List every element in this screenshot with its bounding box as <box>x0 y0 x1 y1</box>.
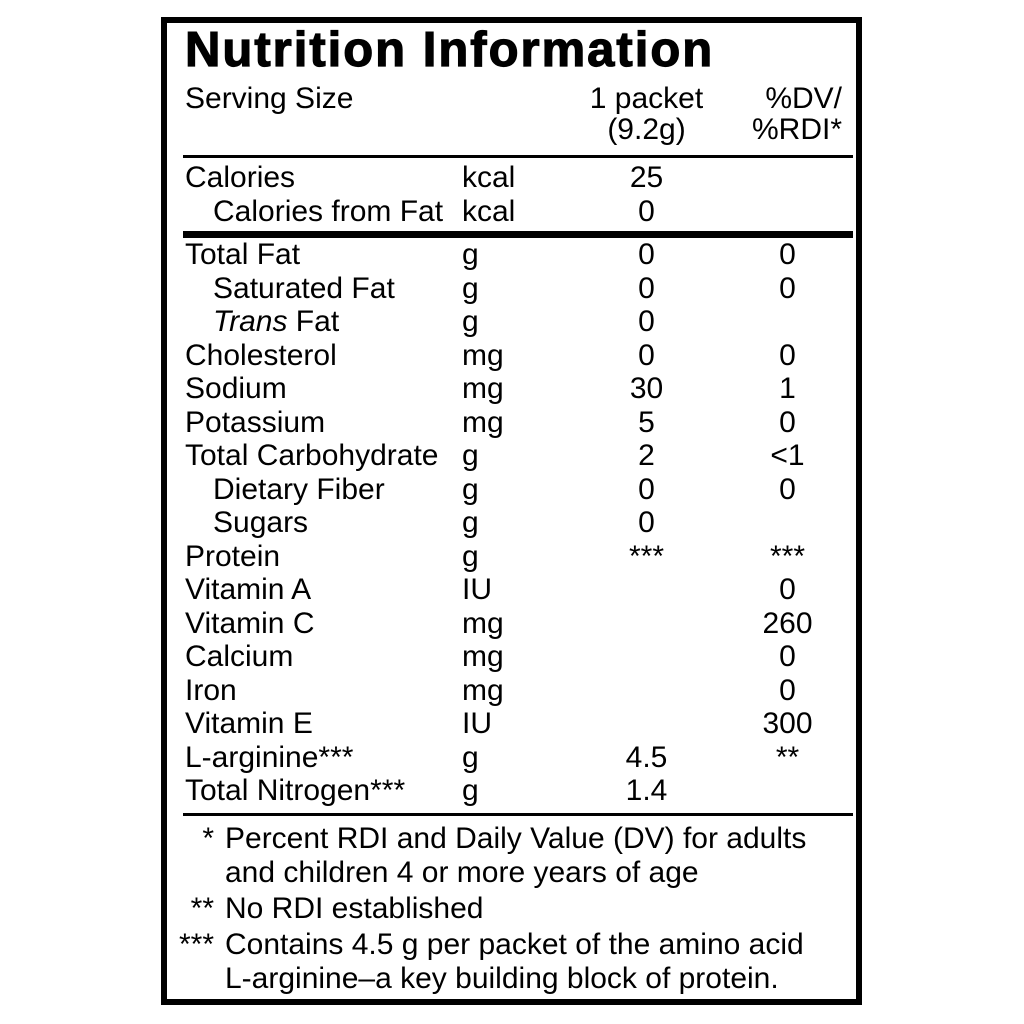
cell-dv <box>719 195 856 229</box>
cell-amount: 0 <box>638 472 655 506</box>
cell-dv: ** <box>775 740 800 774</box>
cell-amount <box>574 573 719 607</box>
cell-dv <box>719 161 856 195</box>
cell-dv: 300 <box>762 707 813 740</box>
footnote-l-arginine <box>167 928 856 996</box>
label-title: Nutrition Information <box>185 23 715 77</box>
cell-amount: 0 <box>638 305 655 338</box>
cell-label: Potassium <box>185 405 326 439</box>
cell-label: Sodium <box>185 372 287 405</box>
row-calcium <box>167 640 856 674</box>
footnote-marker: * <box>202 821 214 855</box>
divider-thick <box>183 231 853 238</box>
cell-unit: kcal <box>462 194 516 228</box>
cell-unit: IU <box>462 573 492 606</box>
cell-label: Total Carbohydrate <box>185 439 439 472</box>
row-total-fat <box>167 238 856 272</box>
divider-thin-top <box>183 155 853 158</box>
row-calories <box>167 161 856 195</box>
nutrition-label <box>161 17 862 1005</box>
cell-amount <box>574 674 719 708</box>
cell-dv: 260 <box>762 606 813 640</box>
row-vitamin-e <box>167 707 856 741</box>
cell-label: Dietary Fiber <box>213 472 385 506</box>
cell-amount: 2 <box>638 439 655 472</box>
serving-unit-spacer <box>462 83 574 145</box>
cell-unit: mg <box>462 673 504 707</box>
cell-unit: mg <box>462 372 504 405</box>
cell-dv: 0 <box>779 640 796 673</box>
cell-dv: 0 <box>779 673 796 707</box>
cell-label: Total Nitrogen*** <box>185 774 406 807</box>
row-calories-from-fat <box>167 195 856 229</box>
row-vitamin-c <box>167 607 856 641</box>
cell-amount: 1.4 <box>625 774 668 807</box>
cell-dv: <1 <box>770 439 805 472</box>
row-total-carbohydrate <box>167 439 856 473</box>
cell-unit: g <box>462 539 479 573</box>
row-total-nitrogen <box>167 774 856 808</box>
cell-unit: g <box>462 506 479 539</box>
cell-amount: 0 <box>638 506 655 539</box>
cell-unit: g <box>462 305 479 338</box>
cell-dv: *** <box>769 539 806 573</box>
footnote-line: and children 4 or more years of age <box>225 855 699 889</box>
serving-size-row <box>167 83 856 145</box>
trans-word-italic: Trans <box>213 305 288 338</box>
row-sugars <box>167 506 856 540</box>
cell-label: Saturated Fat <box>213 271 395 305</box>
dv-header-line1: %DV/ <box>765 82 842 115</box>
cell-unit: mg <box>462 338 504 372</box>
cell-amount: 0 <box>638 194 655 228</box>
cell-amount <box>574 707 719 741</box>
cell-unit: g <box>462 740 479 774</box>
footnote-no-rdi <box>167 892 856 926</box>
row-iron <box>167 674 856 708</box>
dv-column-header <box>719 83 856 145</box>
row-potassium <box>167 406 856 440</box>
cell-dv <box>719 774 856 808</box>
cell-label: Calcium <box>185 640 294 673</box>
divider-thin-bottom <box>183 813 853 816</box>
cell-amount: 25 <box>629 161 664 194</box>
footnote-line: Contains 4.5 g per packet of the amino acid <box>225 927 804 961</box>
cell-amount: 0 <box>638 271 655 305</box>
cell-label: Total Fat <box>185 238 301 271</box>
cell-dv: 0 <box>779 405 796 439</box>
nutrients-section <box>167 238 856 808</box>
footnote-line: Percent RDI and Daily Value (DV) for adults <box>225 821 807 855</box>
row-l-arginine <box>167 741 856 775</box>
cell-dv: 0 <box>779 338 796 372</box>
row-sodium <box>167 372 856 406</box>
cell-label: Vitamin E <box>185 707 313 740</box>
cell-label <box>185 305 462 339</box>
cell-dv: 0 <box>779 472 796 506</box>
cell-dv: 1 <box>779 372 796 405</box>
serving-size-value <box>574 83 719 145</box>
footnote-text <box>214 892 483 926</box>
cell-label: Calories from Fat <box>213 194 444 228</box>
cell-label: Cholesterol <box>185 338 337 372</box>
row-protein <box>167 540 856 574</box>
cell-dv: 0 <box>779 238 796 271</box>
footnote-line: L-arginine–a key building block of protein. <box>225 961 779 995</box>
footnote-dv-rdi <box>167 822 856 890</box>
cell-label: L-arginine*** <box>185 740 354 774</box>
cell-label: Vitamin A <box>185 573 312 606</box>
footnote-marker: *** <box>178 927 214 961</box>
cell-unit: g <box>462 472 479 506</box>
cell-label: Calories <box>185 161 296 194</box>
row-trans-fat <box>167 305 856 339</box>
row-vitamin-a <box>167 573 856 607</box>
serving-size-value-line1: 1 packet <box>589 82 704 115</box>
cell-unit: g <box>462 238 479 271</box>
row-dietary-fiber <box>167 473 856 507</box>
cell-unit: g <box>462 271 479 305</box>
cell-amount: 4.5 <box>625 740 668 774</box>
cell-amount <box>574 607 719 641</box>
row-cholesterol <box>167 339 856 373</box>
cell-amount: 0 <box>638 338 655 372</box>
cell-amount: *** <box>628 539 665 573</box>
cell-dv: 0 <box>779 573 796 606</box>
cell-label: Iron <box>185 673 237 707</box>
cell-dv <box>719 305 856 339</box>
calories-section <box>167 161 856 228</box>
cell-amount: 30 <box>629 372 664 405</box>
cell-unit: mg <box>462 405 504 439</box>
cell-dv <box>719 506 856 540</box>
cell-label: Protein <box>185 539 281 573</box>
cell-amount <box>574 640 719 674</box>
cell-unit: mg <box>462 640 504 673</box>
serving-size-label: Serving Size <box>185 82 354 115</box>
footnote-text <box>214 928 804 996</box>
cell-unit: kcal <box>462 161 516 194</box>
cell-amount: 5 <box>638 405 655 439</box>
cell-dv: 0 <box>779 271 796 305</box>
serving-size-value-line2: (9.2g) <box>607 113 686 146</box>
footnotes-section <box>167 822 856 996</box>
cell-unit: g <box>462 439 479 472</box>
footnote-marker: ** <box>190 891 214 925</box>
row-saturated-fat <box>167 272 856 306</box>
cell-label: Vitamin C <box>185 606 315 640</box>
footnote-line: No RDI established <box>225 891 484 925</box>
cell-amount: 0 <box>638 238 655 271</box>
footnote-text <box>214 822 806 890</box>
dv-header-line2: %RDI* <box>751 113 842 146</box>
trans-word-rest: Fat <box>287 305 340 338</box>
cell-unit: g <box>462 774 479 807</box>
cell-unit: IU <box>462 707 492 740</box>
cell-unit: mg <box>462 606 504 640</box>
cell-label: Sugars <box>213 506 309 539</box>
